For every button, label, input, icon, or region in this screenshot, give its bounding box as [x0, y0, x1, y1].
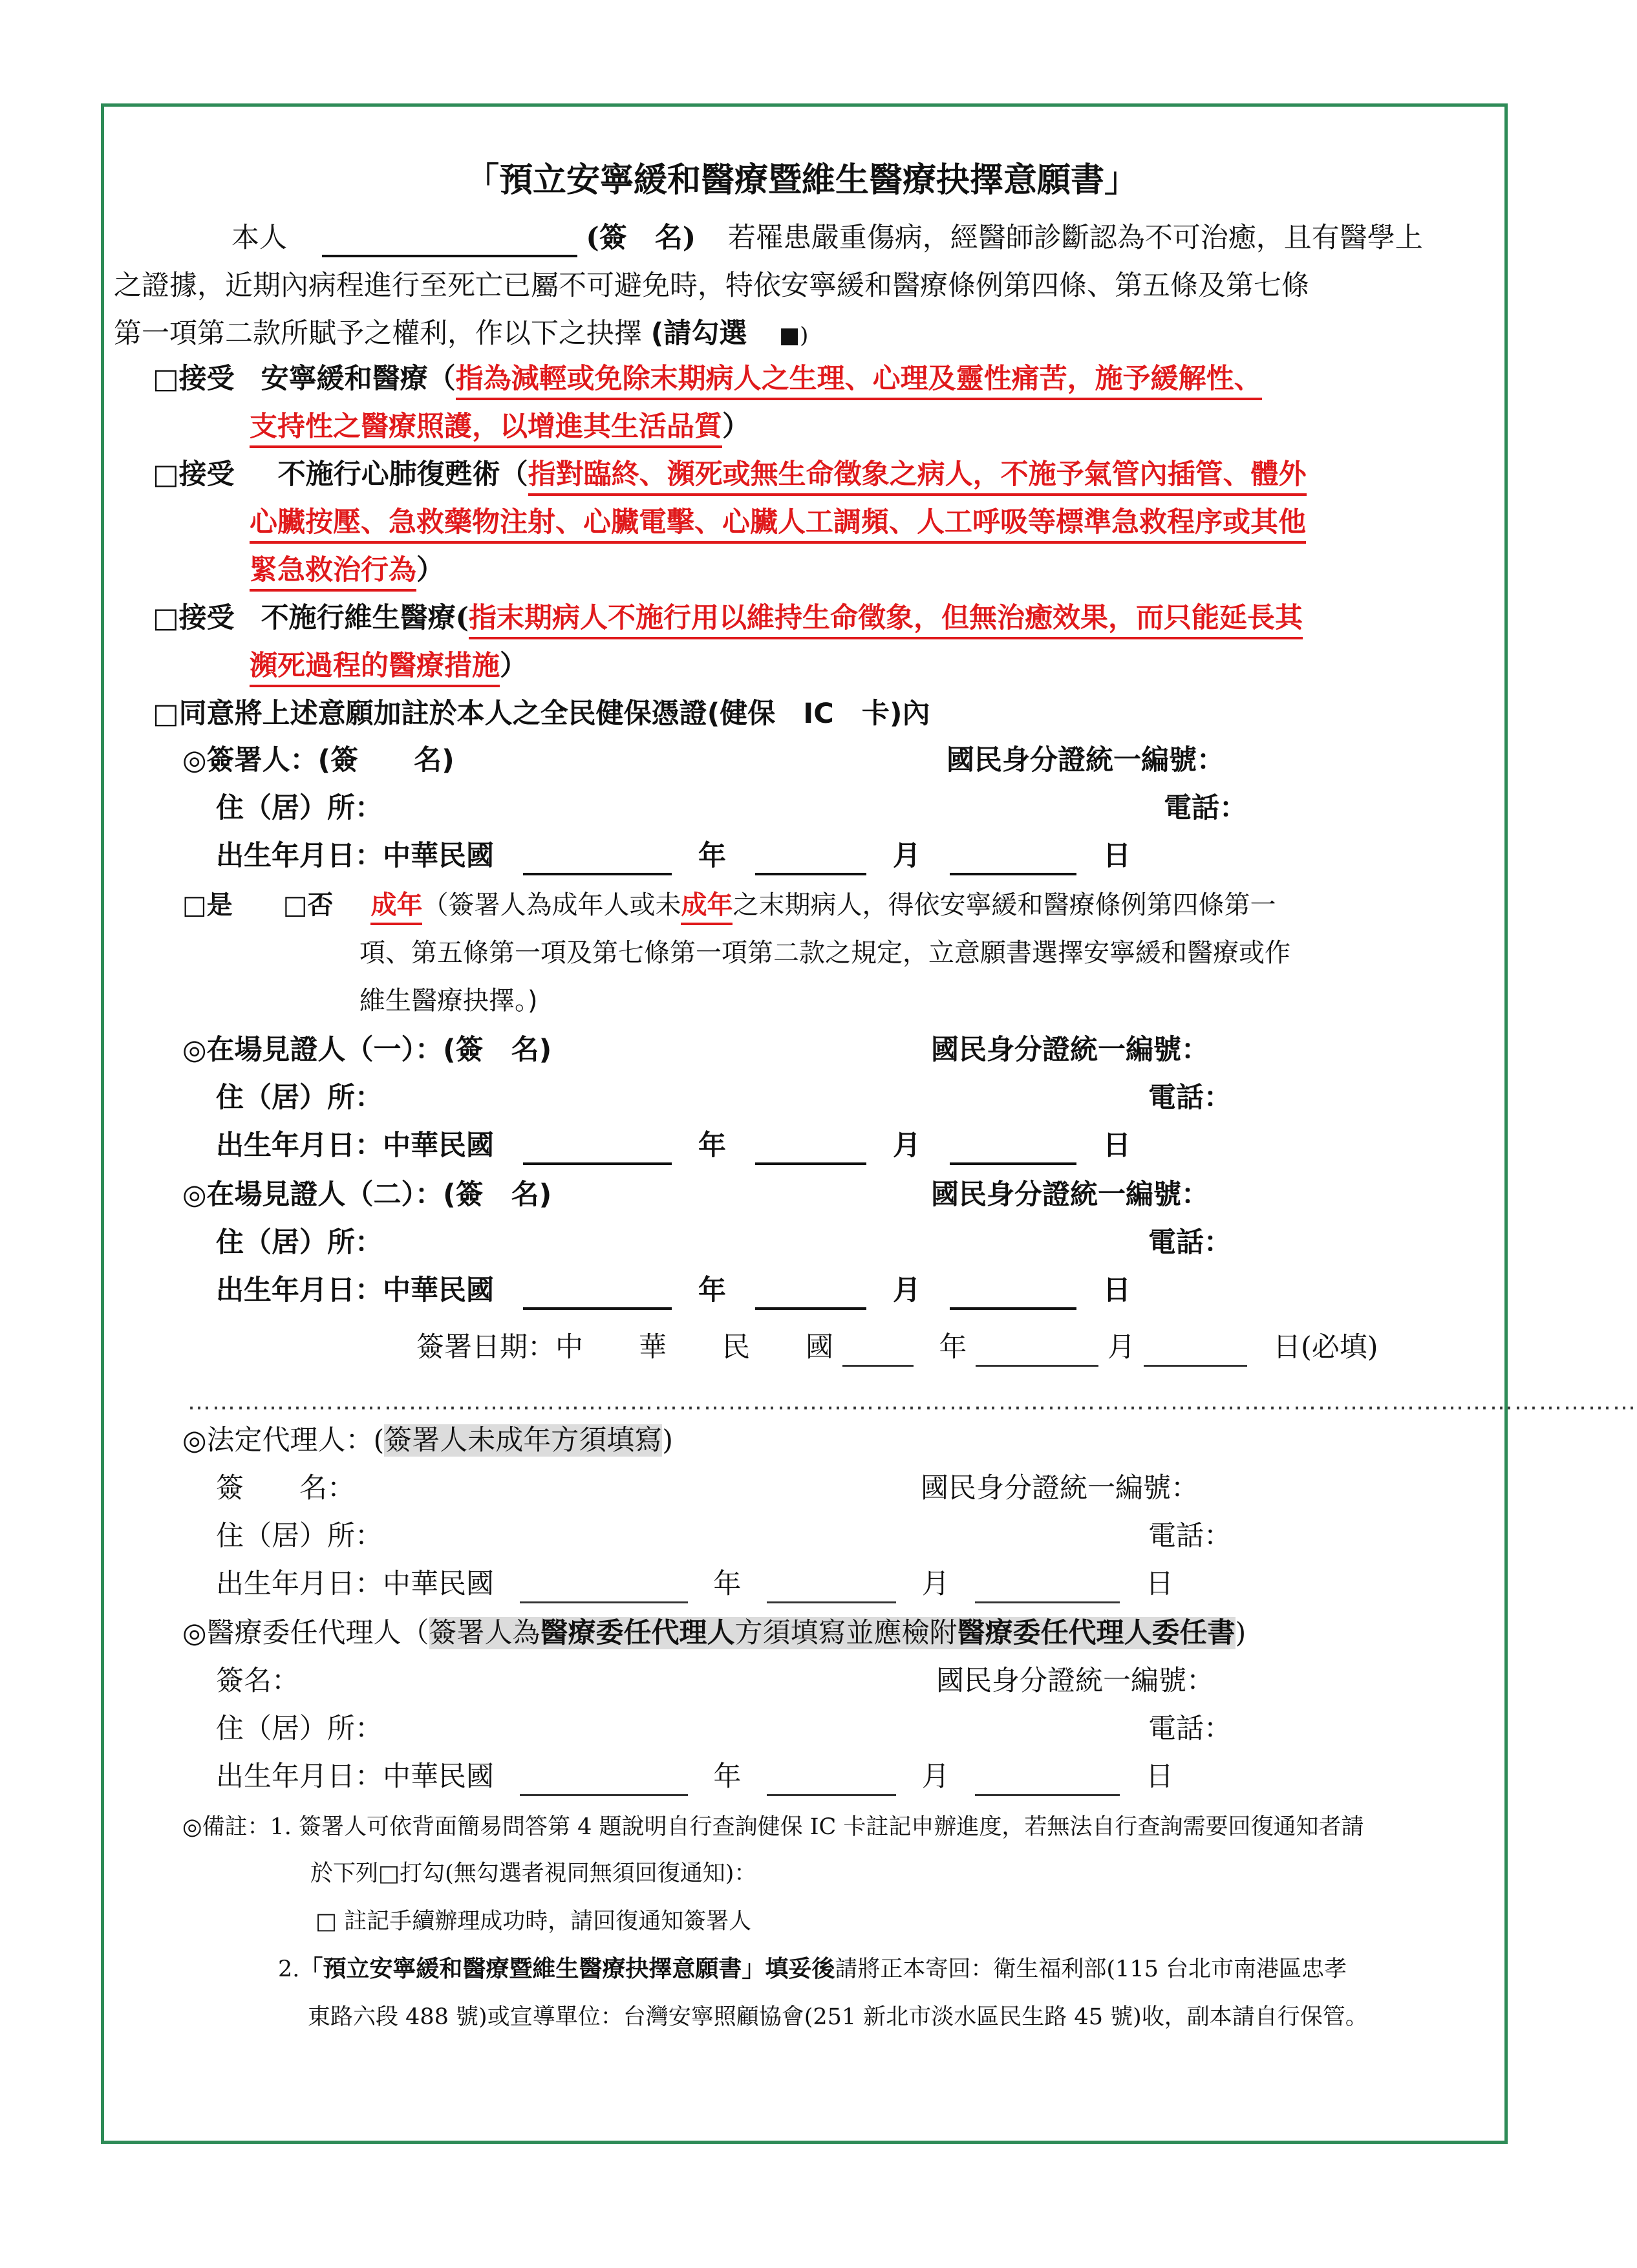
checkbox-no-life-support[interactable]: □接受 — [153, 602, 235, 634]
option-no-cpr: □接受 不施行心肺復甦術（指對臨終、瀕死或無生命徵象之病人，不施予氣管內插管、體外 — [153, 455, 1307, 494]
day-required-label: 日(必填) — [1273, 1331, 1378, 1364]
witness2-month-blank[interactable] — [755, 1276, 866, 1310]
option-no-cpr-desc-3: 緊急救治行為 — [250, 554, 416, 592]
legal-agent-title: ◎法定代理人：( — [182, 1424, 385, 1457]
legal-agent-year-blank[interactable] — [520, 1572, 688, 1603]
sign-date-month-blank[interactable] — [976, 1335, 1098, 1367]
option-palliative: □接受 安寧緩和醫療（指為減輕或免除末期病人之生理、心理及靈性痛苦，施予緩解性、 — [153, 359, 1262, 398]
signer-label: ◎簽署人：(簽 名) — [182, 744, 455, 776]
checkbox-adult-yes[interactable]: □是 — [182, 890, 233, 920]
option-no-life-support — [153, 599, 1303, 637]
witness1-day-blank[interactable] — [950, 1131, 1076, 1165]
adult-word-2: 成年 — [681, 890, 733, 925]
signer-adult-text-3: 維生醫療抉擇。) — [359, 986, 538, 1016]
day-label: 日 — [1102, 1129, 1131, 1162]
witness2-address: 住（居）所： — [216, 1226, 383, 1259]
legal-agent-name: 簽 名： — [216, 1472, 355, 1504]
medical-agent-address: 住（居）所： — [216, 1713, 383, 1745]
dotted-separator: …………………………………………………………………………………………………………………………………………………………… — [187, 1389, 1637, 1415]
month-label: 月 — [1107, 1331, 1135, 1364]
paren-close: ) — [1235, 1617, 1246, 1649]
legal-agent-birth-label: 出生年月日：中華民國 — [216, 1568, 494, 1600]
legal-agent-day-blank[interactable] — [975, 1572, 1120, 1603]
signer-adult-text-2: 項、第五條第一項及第七條第一項第二款之規定，立意願書選擇安寧緩和醫療或作 — [359, 938, 1290, 968]
witness1-month-blank[interactable] — [755, 1131, 866, 1165]
checkbox-no-cpr[interactable]: □接受 — [153, 458, 235, 491]
option-palliative-desc: 指為減輕或免除末期病人之生理、心理及靈性痛苦，施予緩解性、 — [456, 363, 1262, 400]
note-2-title: 「預立安寧緩和醫療暨維生醫療抉擇意願書」填妥後 — [299, 1956, 835, 1982]
medical-agent-note-d: 醫療委任代理人委任書 — [957, 1617, 1236, 1649]
legal-agent-birth — [216, 1565, 1173, 1603]
sign-date-label: 簽署日期：中 華 民 國 — [416, 1331, 833, 1364]
signer-id-label: 國民身分證統一編號： — [947, 744, 1225, 776]
option-no-life-support-cont: 瀕死過程的醫療措施） — [250, 647, 528, 685]
witness2-birth-label: 出生年月日：中華民國 — [216, 1274, 494, 1307]
checkbox-palliative[interactable]: □接受 — [153, 363, 235, 395]
signer-adult-row — [182, 886, 1276, 925]
option-no-cpr-desc-2: 心臟按壓、急救藥物注射、心臟電擊、心臟人工調頻、人工呼吸等標準急救程序或其他 — [250, 506, 1306, 544]
intro-line-1 — [231, 219, 1423, 257]
adult-text-a: （簽署人為成年人或未 — [422, 890, 681, 920]
adult-text-b: 之末期病人，得依安寧緩和醫療條例第四條第一 — [733, 890, 1276, 920]
signer-birth-month-blank[interactable] — [755, 842, 866, 875]
legal-agent-id-label: 國民身分證統一編號： — [921, 1472, 1199, 1504]
note-2-number: 2. — [278, 1956, 300, 1982]
month-label: 月 — [892, 1274, 921, 1307]
intro-self: 本人 — [231, 222, 287, 254]
witness1-birth-label: 出生年月日：中華民國 — [216, 1129, 494, 1162]
witness1-birth — [216, 1126, 1131, 1165]
month-label: 月 — [921, 1760, 950, 1793]
document-title: 「預立安寧緩和醫療暨維生醫療抉擇意願書」 — [465, 161, 1138, 200]
paren-close: ) — [662, 1424, 674, 1457]
paren-open: ( — [455, 602, 469, 634]
medical-agent-name: 簽名： — [216, 1665, 299, 1697]
option-palliative-desc-2: 支持性之醫療照護，以增進其生活品質 — [250, 411, 722, 448]
year-label: 年 — [713, 1760, 742, 1793]
note-2-text-a: 請將正本寄回：衛生福利部(115 台北市南港區忠孝 — [835, 1956, 1347, 1982]
witness1-label: ◎在場見證人（一）：(簽 名) — [182, 1034, 552, 1066]
intro-line-3 — [114, 314, 808, 355]
medical-agent-note-a: 簽署人為 — [429, 1617, 540, 1649]
select-instruction: (請勾選 — [650, 317, 747, 350]
medical-agent-note-b: 醫療委任代理人 — [540, 1617, 735, 1649]
signer-birth — [216, 837, 1131, 875]
option-ic-card[interactable]: □同意將上述意願加註於本人之全民健保憑證(健保 IC 卡)內 — [153, 698, 930, 730]
checkbox-adult-no[interactable]: □否 — [283, 890, 334, 920]
option-no-cpr-name: 不施行心肺復甦術 — [277, 458, 500, 491]
witness1-id-label: 國民身分證統一編號： — [931, 1034, 1209, 1066]
option-no-life-support-desc: 指末期病人不施行用以維持生命徵象，但無治癒效果，而只能延長其 — [469, 602, 1303, 639]
sign-date-day-blank[interactable] — [1144, 1335, 1247, 1367]
day-label: 日 — [1146, 1568, 1174, 1600]
legal-agent-label — [182, 1421, 673, 1460]
medical-agent-day-blank[interactable] — [975, 1764, 1120, 1796]
witness2-label: ◎在場見證人（二）：(簽 名) — [182, 1179, 552, 1211]
year-label: 年 — [698, 1274, 726, 1307]
witness1-year-blank[interactable] — [523, 1131, 672, 1165]
signer-birth-day-blank[interactable] — [950, 842, 1076, 875]
witness2-phone: 電話： — [1148, 1226, 1232, 1259]
intro-line-2: 之證據，近期內病程進行至死亡已屬不可避免時，特依安寧緩和醫療條例第四條、第五條及第七條 — [114, 270, 1309, 302]
witness2-day-blank[interactable] — [950, 1276, 1076, 1310]
checked-box-sample: ■) — [779, 323, 809, 348]
witness1-address: 住（居）所： — [216, 1082, 383, 1114]
adult-word: 成年 — [370, 890, 422, 925]
self-sign-label: (簽 名) — [586, 222, 696, 254]
witness2-year-blank[interactable] — [523, 1276, 672, 1310]
option-palliative-cont: 支持性之醫療照護，以增進其生活品質） — [250, 407, 750, 446]
medical-agent-month-blank[interactable] — [767, 1764, 896, 1796]
sign-date-year-blank[interactable] — [842, 1335, 914, 1367]
note-2 — [278, 1951, 1347, 1987]
medical-agent-id-label: 國民身分證統一編號： — [936, 1665, 1214, 1697]
option-no-cpr-cont-2: 緊急救治行為） — [250, 551, 444, 590]
medical-agent-year-blank[interactable] — [520, 1764, 688, 1796]
medical-agent-title: ◎醫療委任代理人（ — [182, 1617, 429, 1649]
note-1: ◎備註：1. 簽署人可依背面簡易問答第 4 題說明自行查詢健保 IC 卡註記申辦進度，若無法自行查詢需要回復通知者請 — [182, 1814, 1364, 1840]
option-no-cpr-cont-1 — [250, 503, 1306, 542]
legal-agent-phone: 電話： — [1148, 1520, 1232, 1552]
option-palliative-name: 安寧緩和醫療 — [261, 363, 428, 395]
legal-agent-note: 簽署人未成年方須填寫 — [384, 1424, 663, 1457]
signer-birth-label: 出生年月日：中華民國 — [216, 840, 494, 872]
month-label: 月 — [921, 1568, 950, 1600]
witness2-birth — [216, 1271, 1131, 1310]
option-no-life-support-name: 不施行維生醫療 — [261, 602, 456, 634]
day-label: 日 — [1146, 1760, 1174, 1793]
year-label: 年 — [939, 1331, 967, 1364]
intro-text-3: 第一項第二款所賦予之權利，作以下之抉擇 — [114, 317, 642, 350]
medical-agent-birth — [216, 1757, 1173, 1796]
signer-phone: 電話： — [1164, 792, 1247, 824]
medical-agent-note-c: 方須填寫並應檢附 — [734, 1617, 958, 1649]
note-1-checkbox[interactable]: □ 註記手續辦理成功時，請回復通知簽署人 — [316, 1909, 752, 1934]
year-label: 年 — [698, 1129, 726, 1162]
witness2-id-label: 國民身分證統一編號： — [931, 1179, 1209, 1211]
signer-birth-year-blank[interactable] — [523, 842, 672, 875]
intro-text-1: 若罹患嚴重傷病，經醫師診斷認為不可治癒，且有醫學上 — [727, 222, 1423, 254]
medical-agent-birth-label: 出生年月日：中華民國 — [216, 1760, 494, 1793]
month-label: 月 — [892, 840, 921, 872]
day-label: 日 — [1102, 1274, 1131, 1307]
sign-date — [416, 1328, 1378, 1367]
self-sign-blank[interactable] — [322, 224, 577, 257]
note-1-b: 於下列□打勾(無勾選者視同無須回復通知)： — [310, 1861, 757, 1887]
medical-agent-label — [182, 1614, 1246, 1653]
month-label: 月 — [892, 1129, 921, 1162]
note-2-b: 東路六段 488 號)或宣導單位：台灣安寧照顧協會(251 新北市淡水區民生路 45 號)收，副本請自行保管。 — [308, 2004, 1368, 2030]
legal-agent-month-blank[interactable] — [767, 1572, 896, 1603]
option-no-life-support-desc-2: 瀕死過程的醫療措施 — [250, 650, 500, 687]
legal-agent-address: 住（居）所： — [216, 1520, 383, 1552]
year-label: 年 — [713, 1568, 742, 1600]
year-label: 年 — [698, 840, 726, 872]
day-label: 日 — [1102, 840, 1131, 872]
medical-agent-phone: 電話： — [1148, 1713, 1232, 1745]
witness1-phone: 電話： — [1148, 1082, 1232, 1114]
option-no-cpr-desc: 指對臨終、瀕死或無生命徵象之病人，不施予氣管內插管、體外 — [528, 458, 1307, 496]
signer-address: 住（居）所： — [216, 792, 383, 824]
